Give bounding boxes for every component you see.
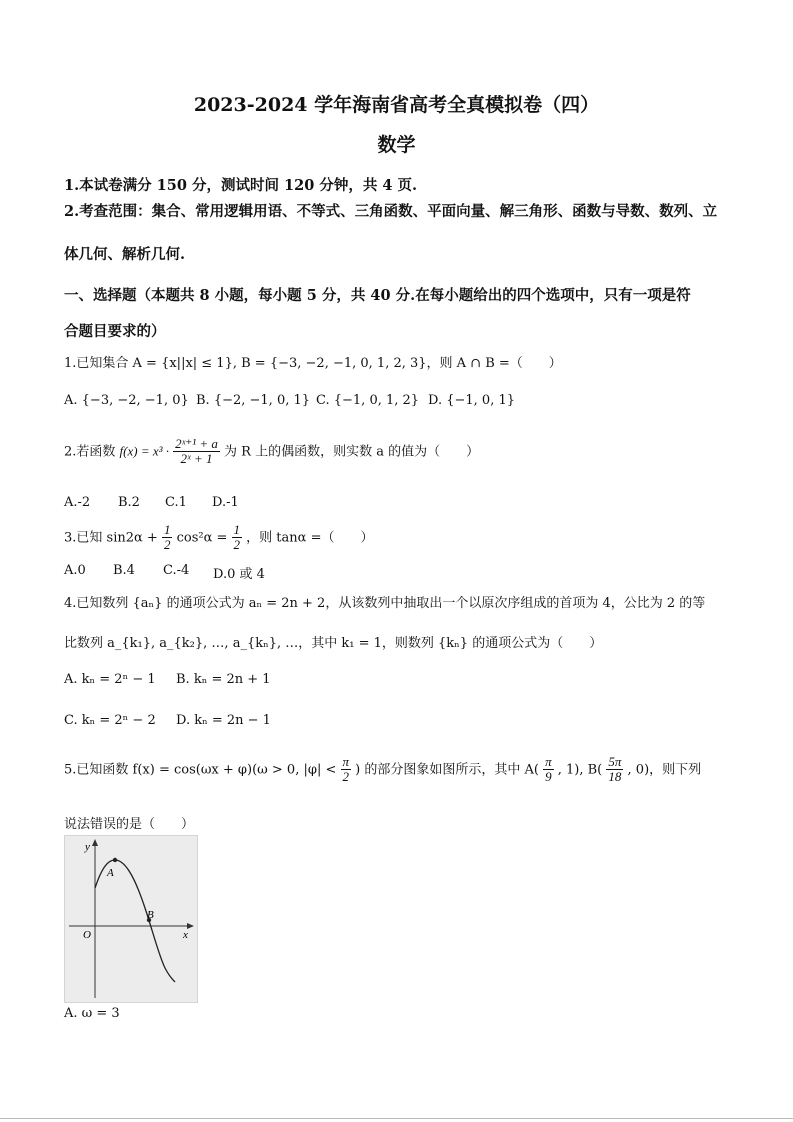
q3-option-b: B.4 bbox=[113, 563, 135, 578]
q3-suffix: ，则 tanα =（ ） bbox=[246, 530, 374, 546]
q5-two: 2 bbox=[342, 769, 349, 785]
q3-half-fraction bbox=[162, 523, 173, 553]
q4-option-a: A. kₙ = 2ⁿ − 1 bbox=[64, 672, 156, 687]
q2-function: f(x) = x³ · bbox=[119, 443, 170, 459]
q5-option-a: A. ω = 3 bbox=[64, 1006, 120, 1021]
q2-suffix: 为 R 上的偶函数，则实数 a 的值为（ ） bbox=[224, 444, 480, 460]
q5-graph-svg bbox=[65, 836, 197, 1002]
section-heading-line1: 一、选择题（本题共 8 小题，每小题 5 分，共 40 分.在每小题给出的四个选项中，只有一项是符 bbox=[64, 287, 691, 304]
q2-prefix: 2.若函数 bbox=[64, 444, 116, 460]
point-a-label: A bbox=[107, 867, 114, 879]
q2-fraction-denominator: 2ˣ + 1 bbox=[180, 451, 213, 467]
q5-phi-bound bbox=[341, 755, 352, 785]
q2-option-c: C.1 bbox=[165, 495, 187, 510]
q5-a-tail: , 1), B( bbox=[557, 762, 603, 778]
q3-option-a: A.0 bbox=[64, 563, 86, 578]
q1-option-a: A. {−3, −2, −1, 0} bbox=[64, 393, 189, 408]
q3-rhs-fraction bbox=[232, 523, 243, 553]
note-1: 1.本试卷满分 150 分，测试时间 120 分钟，共 4 页. bbox=[64, 177, 418, 194]
q5-point-a-x bbox=[543, 755, 554, 785]
q5-prefix: 5.已知函数 f(x) = cos(ωx + φ)(ω > 0, |φ| < bbox=[64, 762, 337, 778]
x-axis-arrow bbox=[187, 923, 194, 929]
q5-pi: π bbox=[342, 754, 350, 769]
question-5-line1 bbox=[64, 755, 701, 785]
q1-option-b: B. {−2, −1, 0, 1} bbox=[196, 393, 311, 408]
question-5-line2: 说法错误的是（ ） bbox=[64, 817, 195, 832]
q3-half-numerator: 1 bbox=[163, 522, 171, 537]
question-2-stem bbox=[64, 437, 479, 467]
q5-b-numerator: 5π bbox=[608, 754, 622, 769]
q3-rhs-numerator: 1 bbox=[233, 522, 241, 537]
q1-option-c: C. {−1, 0, 1, 2} bbox=[316, 393, 420, 408]
q4-option-c: C. kₙ = 2ⁿ − 2 bbox=[64, 713, 156, 728]
note-3: 体几何、解析几何. bbox=[64, 246, 186, 263]
q4-option-b: B. kₙ = 2n + 1 bbox=[176, 672, 271, 687]
y-axis-arrow bbox=[92, 839, 98, 846]
y-axis-label: y bbox=[85, 841, 90, 853]
note-2: 2.考查范围：集合、常用逻辑用语、不等式、三角函数、平面向量、解三角形、函数与导数、数列、立 bbox=[64, 203, 718, 220]
question-3-stem bbox=[64, 523, 373, 553]
q5-b-denominator: 18 bbox=[608, 769, 622, 785]
q2-option-d: D.-1 bbox=[212, 495, 239, 510]
q3-option-c: C.-4 bbox=[163, 563, 190, 578]
point-a-marker bbox=[113, 858, 117, 862]
origin-label: O bbox=[83, 929, 91, 941]
point-b-label: B bbox=[147, 909, 154, 921]
q2-option-b: B.2 bbox=[118, 495, 140, 510]
section-heading-line2: 合题目要求的） bbox=[64, 323, 166, 340]
q2-option-a: A.-2 bbox=[64, 495, 91, 510]
question-1-stem: 1.已知集合 A = {x||x| ≤ 1}, B = {−3, −2, −1, 0, 1, 2, 3}，则 A ∩ B =（ ） bbox=[64, 356, 562, 371]
q5-b-tail: , 0)，则下列 bbox=[627, 762, 702, 778]
q2-fraction-numerator: 2ˣ⁺¹ + a bbox=[175, 436, 218, 451]
q3-half-denominator: 2 bbox=[163, 537, 171, 553]
q3-option-d: D.0 或 4 bbox=[213, 567, 265, 582]
q1-option-d: D. {−1, 0, 1} bbox=[428, 393, 516, 408]
q4-option-d: D. kₙ = 2n − 1 bbox=[176, 713, 271, 728]
q5-a-denominator: 9 bbox=[545, 769, 552, 785]
q5-a-numerator: π bbox=[545, 754, 552, 769]
q5-graph-figure bbox=[64, 835, 198, 1003]
q3-mid: cos²α = bbox=[176, 530, 228, 546]
question-4-line2: 比数列 a_{k₁}, a_{k₂}, …, a_{kₙ}, …，其中 k₁ = 1，则数列 {kₙ} 的通项公式为（ ） bbox=[64, 636, 603, 651]
q3-rhs-denominator: 2 bbox=[233, 537, 241, 553]
q3-prefix: 3.已知 sin2α + bbox=[64, 530, 158, 546]
q5-mid: ) 的部分图象如图所示，其中 A( bbox=[355, 762, 539, 778]
page-bottom-rule bbox=[0, 1118, 793, 1119]
question-4-line1: 4.已知数列 {aₙ} 的通项公式为 aₙ = 2n + 2，从该数列中抽取出一个以原次序组成的首项为 4，公比为 2 的等 bbox=[64, 596, 706, 611]
x-axis-label: x bbox=[183, 929, 188, 941]
q2-fraction bbox=[173, 437, 220, 467]
exam-title: 2023-2024 学年海南省高考全真模拟卷（四） bbox=[193, 94, 600, 116]
q5-point-b-x bbox=[606, 755, 623, 785]
subject-title: 数学 bbox=[377, 134, 416, 156]
